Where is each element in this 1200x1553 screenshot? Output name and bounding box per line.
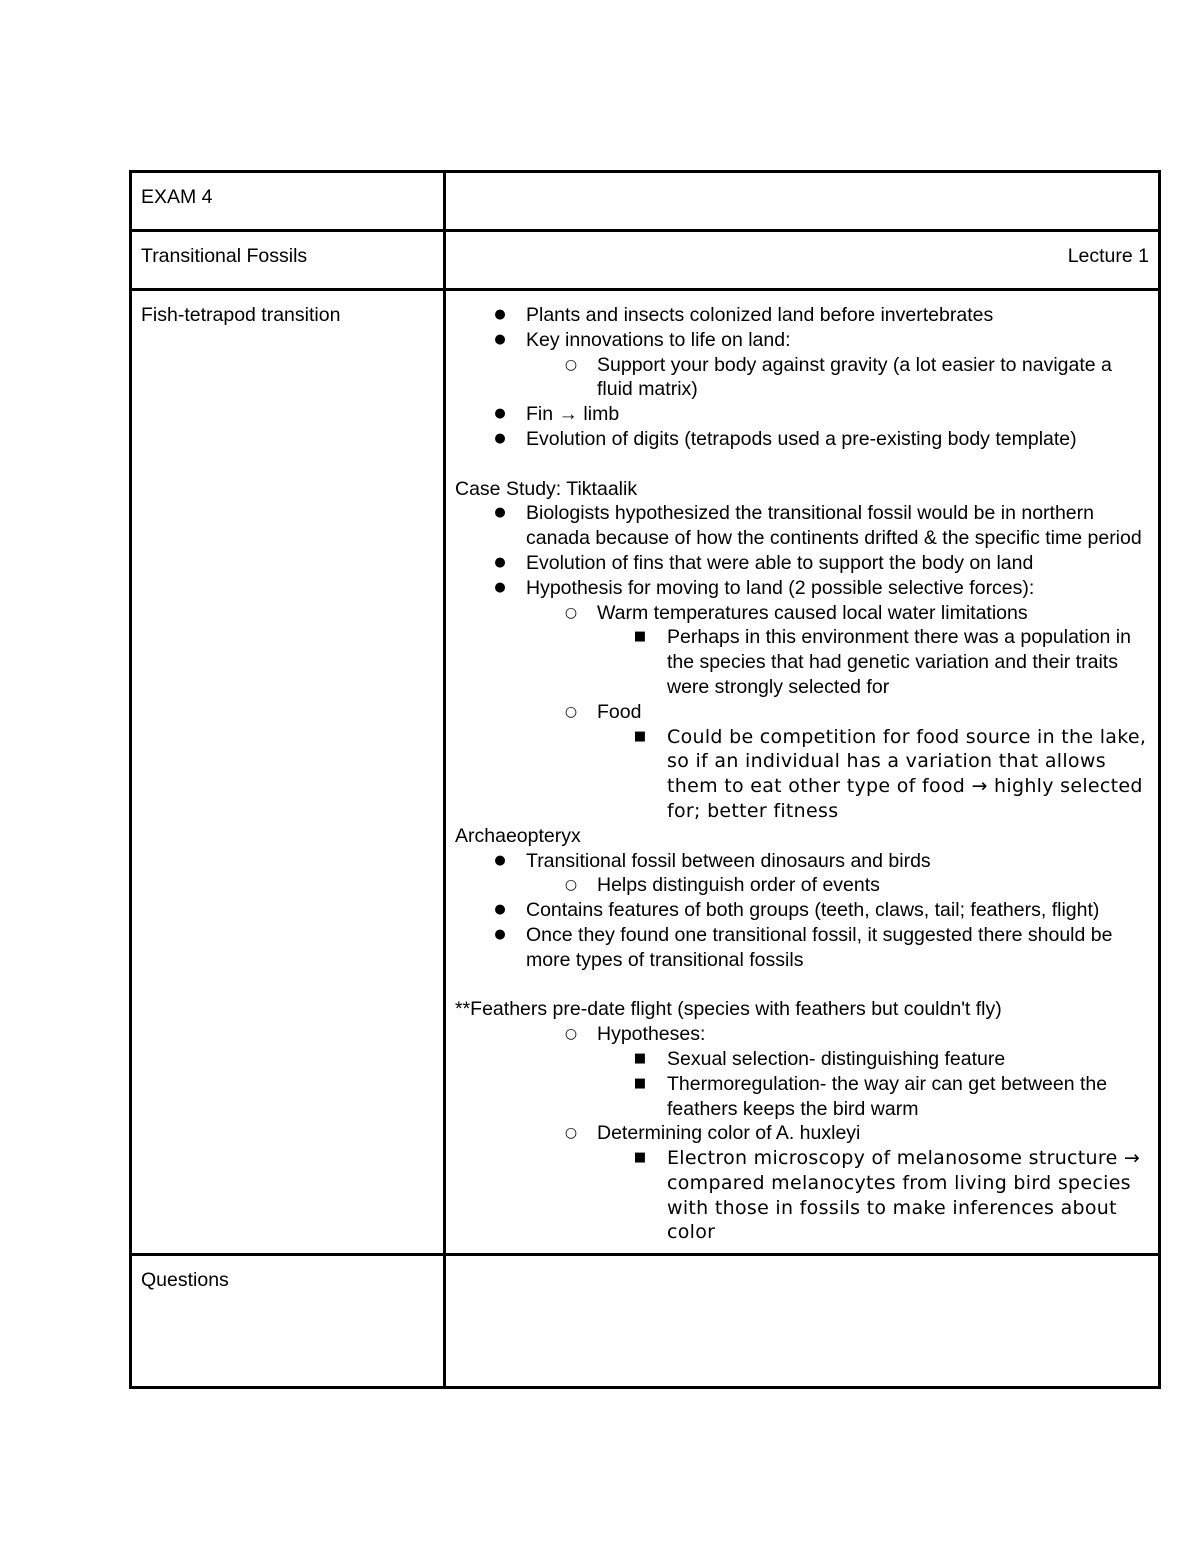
- list-item: ○ Hypotheses:: [455, 1022, 1150, 1047]
- list-item: ● Evolution of fins that were able to support the body on land: [455, 551, 1150, 576]
- bullet-disc-icon: ●: [494, 331, 506, 347]
- bullet-disc-icon: ●: [494, 852, 506, 868]
- sub-bullet-list: [455, 1121, 1150, 1146]
- bullet-disc-icon: ●: [494, 926, 506, 942]
- list-item: ○ Determining color of A. huxleyi: [455, 1121, 1150, 1146]
- bullet-disc-icon: ●: [494, 579, 506, 595]
- lecture-label: Lecture 1: [445, 231, 1160, 290]
- bullet-square-icon: ■: [633, 629, 647, 645]
- bullet-circle-icon: ○: [564, 703, 578, 720]
- bullet-disc-icon: ●: [494, 430, 506, 446]
- sub-sub-bullet-list: [455, 1047, 1150, 1121]
- list-item: ○ Helps distinguish order of events: [455, 873, 1150, 898]
- bullet-square-icon: ■: [633, 728, 647, 744]
- bullet-disc-icon: ●: [494, 505, 506, 521]
- notes-content: [445, 290, 1160, 1255]
- bullet-square-icon: ■: [633, 1075, 647, 1091]
- bullet-disc-icon: ●: [494, 902, 506, 918]
- table-row: [131, 1255, 1160, 1388]
- topic-title: Transitional Fossils: [131, 231, 445, 290]
- sub-bullet-list: [455, 353, 1150, 403]
- bullet-disc-icon: ●: [494, 554, 506, 570]
- list-item: ■ Sexual selection- distinguishing feature: [455, 1047, 1150, 1072]
- table-row: [131, 290, 1160, 1255]
- table-row: [131, 231, 1160, 290]
- list-item: ● Biologists hypothesized the transitional fossil would be in northern canada because of how the continents drifted & the specific time period: [455, 501, 1150, 551]
- list-item: ● Fin → limb: [455, 402, 1150, 427]
- blank-line: [455, 973, 1150, 998]
- list-item: ■ Thermoregulation- the way air can get between the feathers keeps the bird warm: [455, 1072, 1150, 1122]
- sub-bullet-list: [455, 601, 1150, 626]
- bullet-disc-icon: ●: [494, 406, 506, 422]
- list-item: ■ Electron microscopy of melanosome structure → compared melanocytes from living bird species with those in fossils to make inferences about color: [455, 1146, 1150, 1245]
- sub-bullet-list: [455, 873, 1150, 898]
- list-item: ■ Perhaps in this environment there was a population in the species that had genetic variation and their traits were strongly selected for: [455, 625, 1150, 699]
- archaeopteryx-heading: Archaeopteryx: [455, 824, 581, 847]
- list-item: ● Transitional fossil between dinosaurs and birds: [455, 849, 1150, 874]
- bullet-list: [455, 501, 1150, 600]
- list-item: ● Once they found one transitional fossil, it suggested there should be more types of transitional fossils: [455, 923, 1150, 973]
- bullet-circle-icon: ○: [564, 356, 578, 373]
- bullet-square-icon: ■: [633, 1150, 647, 1166]
- sub-sub-bullet-list: [455, 1146, 1150, 1245]
- list-item: ○ Support your body against gravity (a lot easier to navigate a fluid matrix): [455, 353, 1150, 403]
- exam-title-right-cell: [445, 172, 1160, 231]
- bullet-list: [455, 849, 1150, 874]
- bullet-square-icon: ■: [633, 1050, 647, 1066]
- bullet-list: [455, 402, 1150, 452]
- bullet-circle-icon: ○: [564, 1125, 578, 1142]
- notes-table: [129, 170, 1161, 1389]
- questions-cell: [445, 1255, 1160, 1388]
- list-item: ● Plants and insects colonized land before invertebrates: [455, 303, 1150, 328]
- bullet-list: [455, 898, 1150, 972]
- sub-sub-bullet-list: [455, 625, 1150, 699]
- case-study-heading: Case Study: Tiktaalik: [455, 477, 638, 500]
- list-item: ■ Could be competition for food source in the lake, so if an individual has a variation that allows them to eat other type of food → highly selected for; better fitness: [455, 725, 1150, 824]
- table-row: [131, 172, 1160, 231]
- subtopic-title: Fish-tetrapod transition: [131, 290, 445, 1255]
- bullet-circle-icon: ○: [564, 604, 578, 621]
- sub-bullet-list: [455, 1022, 1150, 1047]
- list-item: ● Hypothesis for moving to land (2 possible selective forces):: [455, 576, 1150, 601]
- list-item: ○ Warm temperatures caused local water limitations: [455, 601, 1150, 626]
- bullet-list: [455, 303, 1150, 353]
- list-item: ● Evolution of digits (tetrapods used a pre-existing body template): [455, 427, 1150, 452]
- list-item: ● Contains features of both groups (teeth, claws, tail; feathers, flight): [455, 898, 1150, 923]
- bullet-circle-icon: ○: [564, 877, 578, 894]
- bullet-disc-icon: ●: [494, 307, 506, 322]
- list-item: ● Key innovations to life on land:: [455, 328, 1150, 353]
- bullet-circle-icon: ○: [564, 1026, 578, 1043]
- feathers-heading: **Feathers pre-date flight (species with feathers but couldn't fly): [455, 998, 1002, 1021]
- list-item: ○ Food: [455, 700, 1150, 725]
- sub-sub-bullet-list: [455, 725, 1150, 824]
- questions-label: Questions: [131, 1255, 445, 1388]
- sub-bullet-list: [455, 700, 1150, 725]
- blank-line: [455, 452, 1150, 477]
- exam-title: EXAM 4: [131, 172, 445, 231]
